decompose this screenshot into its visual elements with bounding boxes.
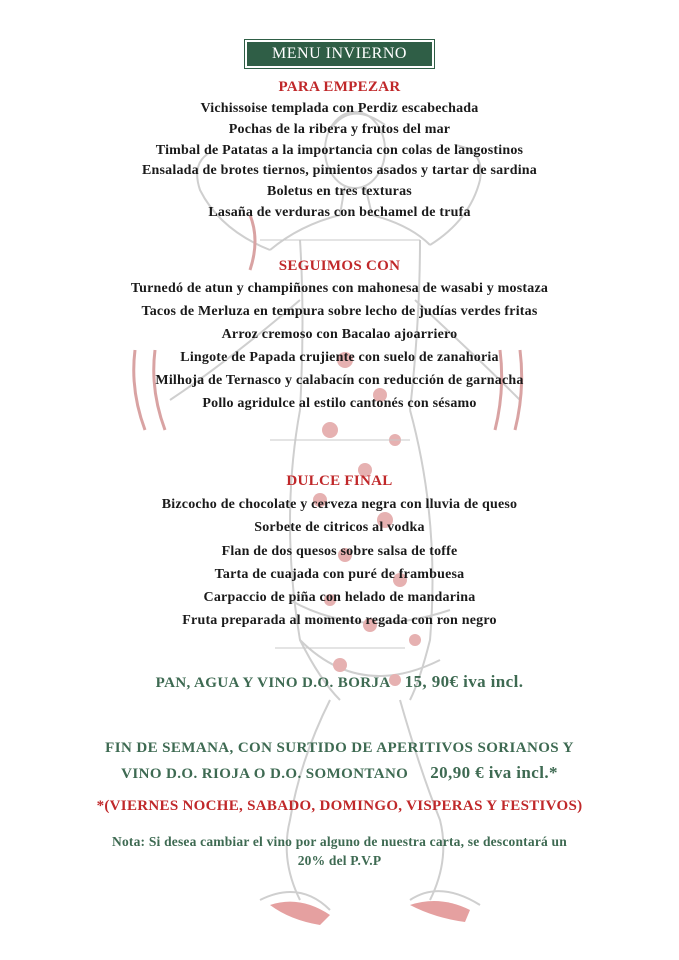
dish-item: Flan de dos quesos sobre salsa de toffe [221, 544, 458, 559]
dish-item: Tacos de Merluza en tempura sobre lecho de judías verdes fritas [141, 304, 538, 319]
dish-item: Arroz cremoso con Bacalao ajoarriero [221, 327, 458, 342]
dish-item: Tarta de cuajada con puré de frambuesa [214, 567, 465, 582]
dish-item: Turnedó de atun y champiñones con mahonesa de wasabi y mostaza [130, 281, 549, 296]
wine-note-line2: 20% del P.V.P [297, 853, 382, 868]
weekend-price: 20,90 € iva incl.* [430, 763, 558, 782]
dish-item: Milhoja de Ternasco y calabacín con reducción de garnacha [155, 373, 524, 388]
weekend-wine-label: VINO D.O. RIOJA O D.O. SOMONTANO [121, 766, 409, 782]
dish-item: Lingote de Papada crujiente con suelo de zanahoria [180, 350, 499, 365]
weekend-offer-line1: FIN DE SEMANA, CON SURTIDO DE APERITIVOS SORIANOS Y [105, 740, 574, 756]
weekend-offer-line2 [0, 763, 679, 783]
menu-title: MENU INVIERNO [245, 40, 434, 68]
dish-item: Ensalada de brotes tiernos, pimientos asados y tartar de sardina [142, 163, 537, 178]
wine-note-line1: Nota: Si desea cambiar el vino por alguno de nuestra carta, se descontará un [112, 834, 567, 849]
drinks-label: PAN, AGUA Y VINO D.O. BORJA [155, 675, 391, 691]
dish-item: Boletus en tres texturas [267, 184, 412, 199]
dish-item: Vichissoise templada con Perdiz escabechada [200, 101, 479, 116]
dish-item: Fruta preparada al momento regada con ron negro [182, 613, 497, 628]
dish-item: Pollo agridulce al estilo cantonés con sésamo [202, 396, 477, 411]
dish-item: Lasaña de verduras con bechamel de trufa [208, 205, 471, 220]
drinks-price: 15, 90€ iva incl. [404, 672, 524, 691]
dish-item: Timbal de Patatas a la importancia con colas de langostinos [155, 143, 524, 158]
section-title-para-empezar: PARA EMPEZAR [278, 79, 401, 95]
dish-item: Pochas de la ribera y frutos del mar [228, 122, 451, 137]
weekend-days: *(VIERNES NOCHE, SABADO, DOMINGO, VISPERAS Y FESTIVOS) [96, 798, 583, 814]
drinks-price-line [0, 672, 679, 692]
section-title-dulce-final: DULCE FINAL [286, 473, 393, 489]
section-title-seguimos-con: SEGUIMOS CON [278, 258, 401, 274]
dish-item: Carpaccio de piña con helado de mandarina [203, 590, 476, 605]
dish-item: Sorbete de citricos al vodka [254, 520, 425, 535]
dish-item: Bizcocho de chocolate y cerveza negra con lluvia de queso [161, 497, 518, 512]
